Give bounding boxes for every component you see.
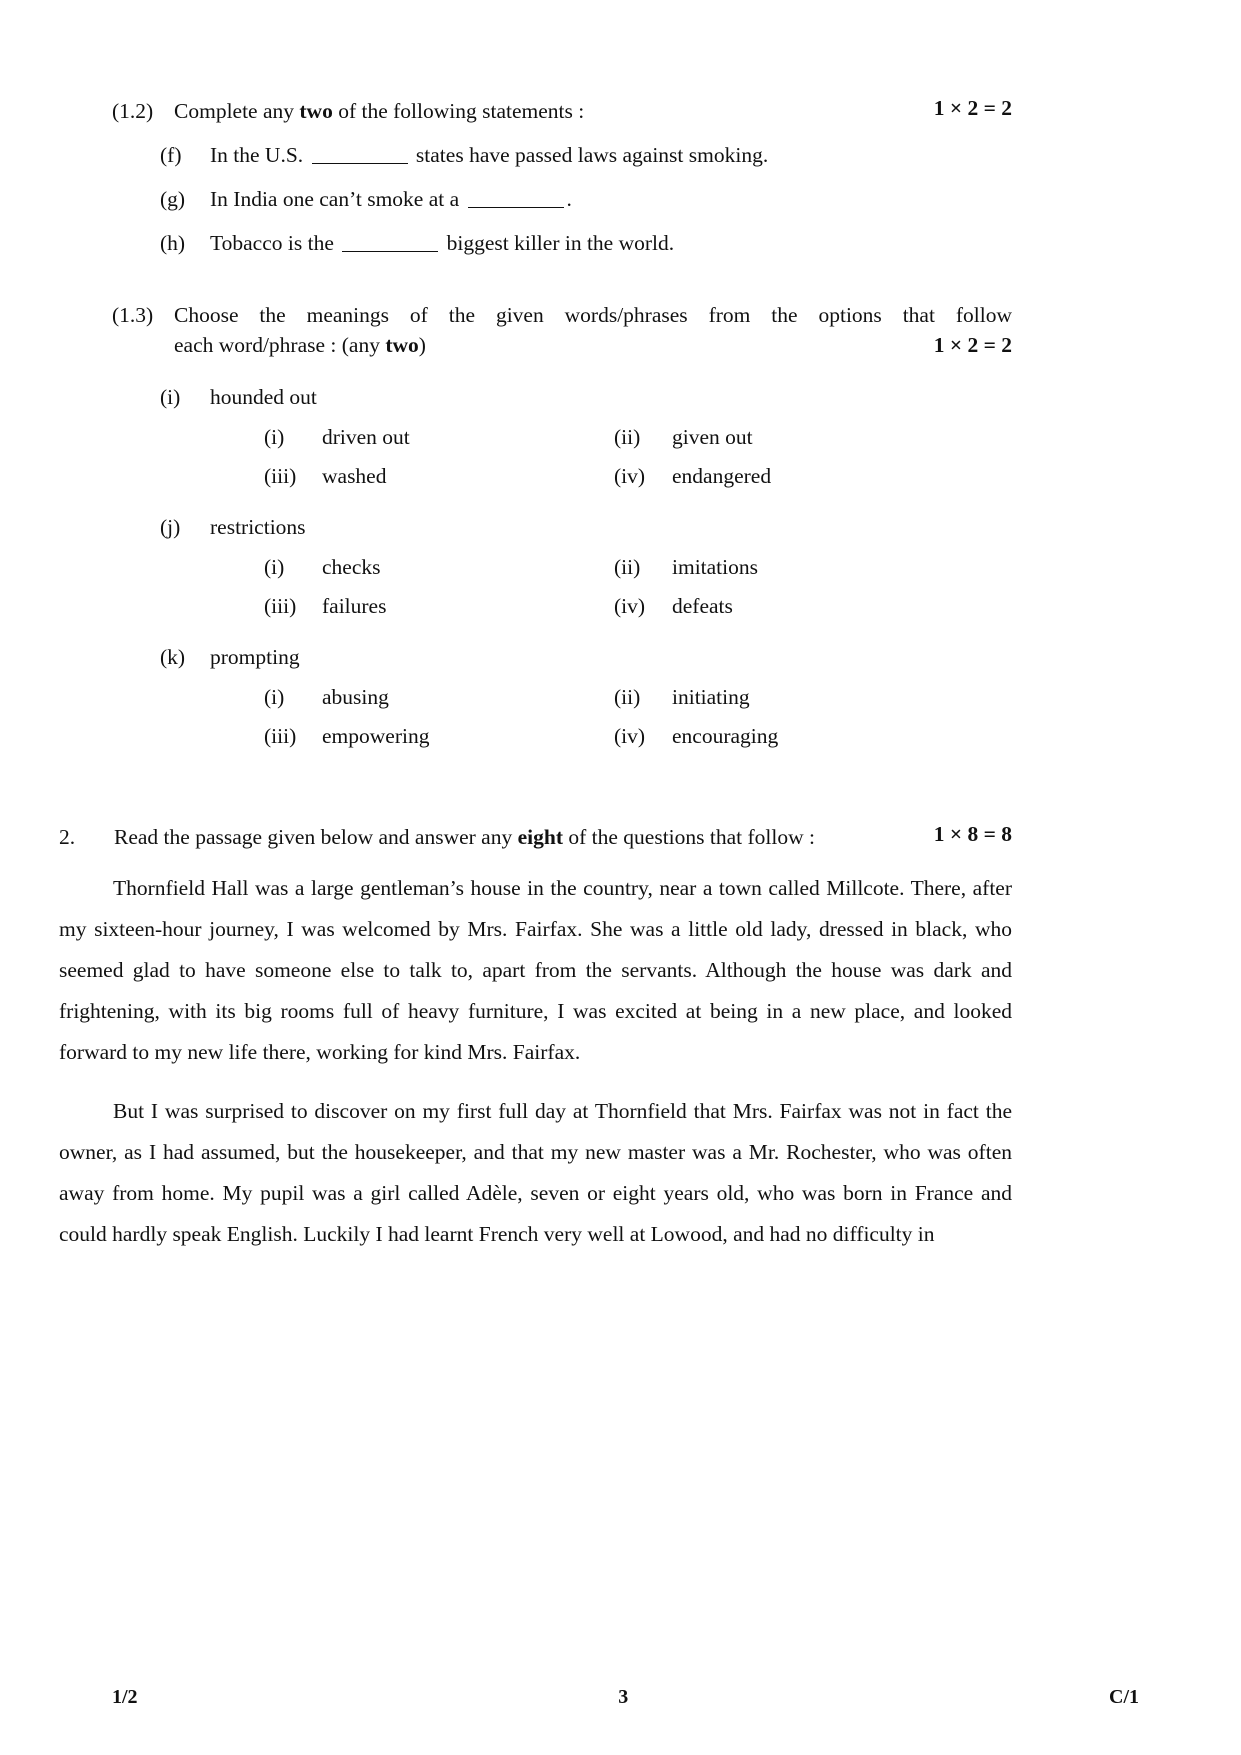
fill-blank-g[interactable] xyxy=(468,207,564,208)
word-item-k-label: (k) xyxy=(160,645,186,669)
word-item-j-label: (j) xyxy=(160,515,181,539)
statement-f xyxy=(112,140,1012,170)
option-text: failures xyxy=(322,594,387,618)
option-text: initiating xyxy=(672,685,750,709)
q1-2-prompt-before: Complete any xyxy=(174,99,300,123)
q1-2-prompt-bold: two xyxy=(299,99,333,123)
option-line xyxy=(264,553,964,581)
question-1-2-marks: 1 × 2 = 2 xyxy=(933,96,1012,120)
word-item-i-label: (i) xyxy=(160,385,181,409)
statement-g-before: In India one can’t smoke at a xyxy=(210,187,465,211)
question-1-3-heading xyxy=(112,300,1012,360)
q2-prompt-bold: eight xyxy=(517,825,563,849)
q1-2-prompt-after: of the following statements : xyxy=(332,99,585,123)
q1-3-prompt-line2 xyxy=(174,330,922,360)
option-k-4[interactable] xyxy=(614,722,964,750)
option-line xyxy=(264,592,964,620)
option-j-1[interactable] xyxy=(264,553,614,581)
word-item-k-word: prompting xyxy=(210,645,300,669)
q1-3-prompt-line2-row xyxy=(174,330,1012,360)
question-1-3-number: (1.3) xyxy=(112,303,154,327)
question-1-3-block xyxy=(112,300,1012,750)
option-k-3[interactable] xyxy=(264,722,614,750)
option-line xyxy=(264,462,964,490)
question-1-3-prompt xyxy=(174,300,1012,360)
option-roman: (ii) xyxy=(614,685,641,709)
option-line xyxy=(264,722,964,750)
option-roman: (i) xyxy=(264,685,285,709)
footer-page-number: 3 xyxy=(618,1686,629,1708)
word-item-i xyxy=(112,382,1012,412)
option-j-4[interactable] xyxy=(614,592,964,620)
statement-h-after: biggest killer in the world. xyxy=(441,231,675,255)
statement-f-before: In the U.S. xyxy=(210,143,309,167)
option-roman: (iii) xyxy=(264,464,297,488)
option-line xyxy=(264,683,964,711)
passage-paragraph-1: Thornfield Hall was a large gentleman’s house in the country, near a town called Millcote. There, after my sixteen-hour journey, I was welcomed by Mrs. Fairfax. She was a little old lady, dressed in black, who seemed glad to have someone else to talk to, apart from the servants. Although the house was dark and frightening, with its big rooms full of heavy furniture, I was excited at being in a new place, and looked forward to my new life there, working for kind Mrs. Fairfax. xyxy=(59,876,1012,1064)
question-2-number: 2. xyxy=(59,825,76,849)
footer-paper-code: 1/2 xyxy=(112,1686,138,1708)
option-i-3[interactable] xyxy=(264,462,614,490)
option-text: given out xyxy=(672,425,753,449)
q1-3-line2-bold: two xyxy=(385,333,419,357)
page-content xyxy=(59,96,1012,1255)
statement-h-label: (h) xyxy=(160,231,186,255)
footer-series-code: C/1 xyxy=(1109,1686,1139,1708)
statement-h-before: Tobacco is the xyxy=(210,231,340,255)
statement-g-after: . xyxy=(566,187,572,211)
option-text: checks xyxy=(322,555,381,579)
option-text: endangered xyxy=(672,464,772,488)
word-item-i-word: hounded out xyxy=(210,385,317,409)
q1-3-line2-before: each word/phrase : (any xyxy=(174,333,386,357)
statement-f-label: (f) xyxy=(160,143,182,167)
option-roman: (iv) xyxy=(614,594,646,618)
question-1-3-marks: 1 × 2 = 2 xyxy=(933,333,1012,357)
option-k-1[interactable] xyxy=(264,683,614,711)
fill-blank-h[interactable] xyxy=(342,251,438,252)
statement-h-text xyxy=(210,228,1012,258)
fill-blank-f[interactable] xyxy=(312,163,408,164)
option-text: imitations xyxy=(672,555,758,579)
q1-3-line2-after: ) xyxy=(418,333,426,357)
question-2-marks: 1 × 8 = 8 xyxy=(933,822,1012,846)
statement-g-text xyxy=(210,184,1012,214)
q1-3-prompt-line1: Choose the meanings of the given words/phrases from the options that follow xyxy=(174,303,1012,327)
option-k-2[interactable] xyxy=(614,683,964,711)
q2-prompt-after: of the questions that follow : xyxy=(562,825,815,849)
options-group-k xyxy=(264,683,964,750)
option-text: driven out xyxy=(322,425,410,449)
question-1-2-block xyxy=(112,96,1012,258)
option-i-4[interactable] xyxy=(614,462,964,490)
question-2-block xyxy=(59,822,1012,1255)
statement-f-text xyxy=(210,140,1012,170)
passage-paragraph-2: But I was surprised to discover on my first full day at Thornfield that Mrs. Fairfax was not in fact the owner, as I had assumed, but the housekeeper, and that my new master was a Mr. Rochester, who was often away from home. My pupil was a girl called Adèle, seven or eight years old, who was born in France and could hardly speak English. Luckily I had learnt French very well at Lowood, and had no difficulty in xyxy=(59,1099,1012,1246)
reading-passage xyxy=(59,868,1012,1255)
option-text: encouraging xyxy=(672,724,779,748)
word-item-k xyxy=(112,642,1012,672)
options-group-i xyxy=(264,423,964,490)
option-text: abusing xyxy=(322,685,389,709)
question-1-2-heading xyxy=(112,96,1012,126)
question-2-prompt xyxy=(114,822,922,852)
question-1-2-number: (1.2) xyxy=(112,99,154,123)
question-1-2-prompt xyxy=(174,96,922,126)
options-group-j xyxy=(264,553,964,620)
option-line xyxy=(264,423,964,451)
statement-g-label: (g) xyxy=(160,187,186,211)
option-text: defeats xyxy=(672,594,733,618)
option-roman: (iv) xyxy=(614,724,646,748)
option-roman: (i) xyxy=(264,425,285,449)
word-item-j xyxy=(112,512,1012,542)
option-j-3[interactable] xyxy=(264,592,614,620)
option-roman: (iv) xyxy=(614,464,646,488)
page-footer xyxy=(56,1686,1185,1709)
option-j-2[interactable] xyxy=(614,553,964,581)
option-text: empowering xyxy=(322,724,430,748)
option-roman: (ii) xyxy=(614,425,641,449)
question-2-heading xyxy=(59,822,1012,852)
option-roman: (i) xyxy=(264,555,285,579)
option-roman: (ii) xyxy=(614,555,641,579)
option-i-1[interactable] xyxy=(264,423,614,451)
statement-h xyxy=(112,228,1012,258)
option-roman: (iii) xyxy=(264,594,297,618)
word-item-j-word: restrictions xyxy=(210,515,306,539)
q2-prompt-before: Read the passage given below and answer any xyxy=(114,825,518,849)
statement-g xyxy=(112,184,1012,214)
option-text: washed xyxy=(322,464,387,488)
option-roman: (iii) xyxy=(264,724,297,748)
option-i-2[interactable] xyxy=(614,423,964,451)
statement-f-after: states have passed laws against smoking. xyxy=(410,143,769,167)
